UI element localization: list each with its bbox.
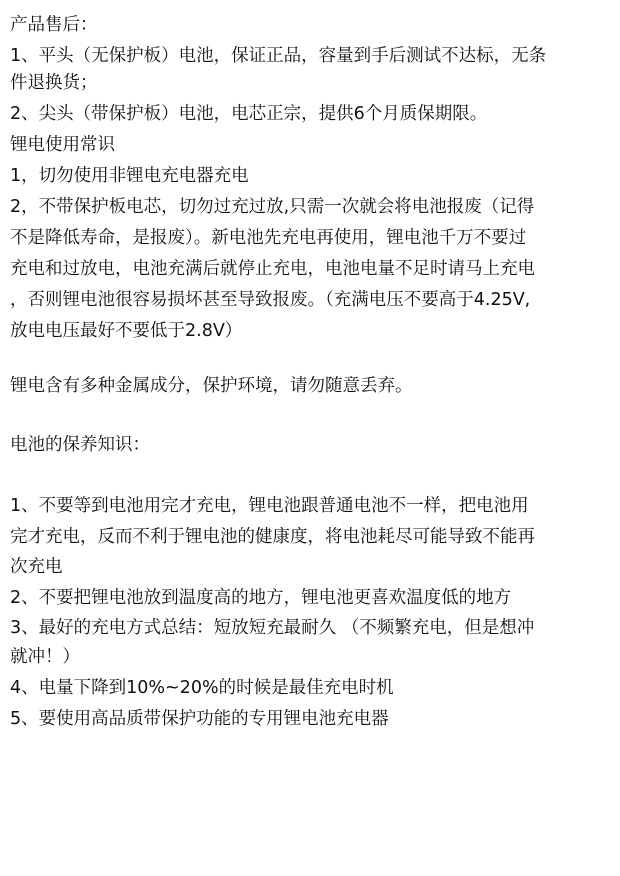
lithium-usage-point-2-line-3: 充电和过放电，电池充满后就停止充电，电池电量不足时请马上充电 [10,259,535,279]
maintenance-heading: 电池的保养知识： [10,435,150,455]
maintenance-tip-3-line-2: 就冲！） [10,647,80,667]
maintenance-tip-3-line-1: 3、最好的充电方式总结：短放短充最耐久 （不频繁充电，但是想冲 [10,618,535,638]
lithium-usage-point-2-line-2: 不是降低寿命，是报废）。新电池先充电再使用，锂电池千万不要过 [10,228,527,248]
after-sales-item-2: 2、尖头（带保护板）电池，电芯正宗，提供6个月质保期限。 [10,104,488,124]
lithium-usage-point-2-line-5: 放电电压最好不要低于2.8V） [10,321,243,341]
maintenance-tip-5: 5、要使用高品质带保护功能的专用锂电池充电器 [10,709,389,729]
after-sales-heading: 产品售后： [10,15,98,35]
maintenance-tip-4: 4、电量下降到10%~20%的时候是最佳充电时机 [10,678,394,698]
maintenance-tip-2: 2、不要把锂电池放到温度高的地方，锂电池更喜欢温度低的地方 [10,588,512,608]
maintenance-tip-1-line-3: 次充电 [10,557,63,577]
lithium-usage-point-2-line-1: 2，不带保护板电芯，切勿过充过放,只需一次就会将电池报废（记得 [10,197,535,217]
environment-notice: 锂电含有多种金属成分，保护环境，请勿随意丢弃。 [10,376,413,396]
lithium-usage-point-1: 1，切勿使用非锂电充电器充电 [10,166,249,186]
lithium-usage-point-2-line-4: ，否则锂电池很容易损坏甚至导致报废。（充满电压不要高于4.25V, [10,290,531,310]
maintenance-tip-1-line-2: 完才充电，反而不利于锂电池的健康度，将电池耗尽可能导致不能再 [10,527,535,547]
maintenance-tip-1-line-1: 1、不要等到电池用完才充电，锂电池跟普通电池不一样，把电池用 [10,496,529,516]
lithium-usage-heading: 锂电使用常识 [10,135,115,155]
after-sales-item-1-line-2: 件退换货； [10,73,98,93]
after-sales-item-1-line-1: 1、平头（无保护板）电池，保证正品，容量到手后测试不达标，无条 [10,46,547,66]
